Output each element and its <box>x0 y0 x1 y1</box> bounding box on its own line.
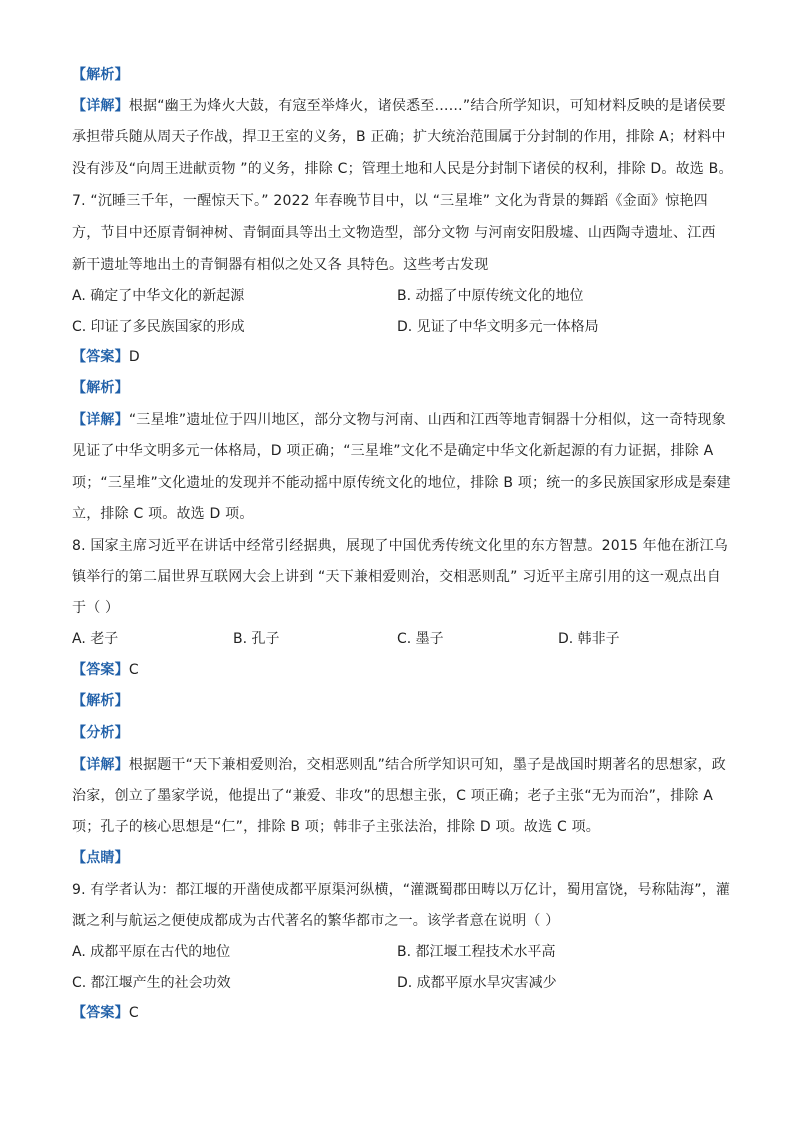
q7-detail-line-4: 立，排除 C 项。故选 D 项。 <box>72 506 254 522</box>
q7-analysis-heading <box>72 379 732 397</box>
answer-value: D <box>128 349 140 365</box>
answer-label: 【答案】 <box>72 349 129 365</box>
q6-detail-line-1 <box>72 97 732 115</box>
q8-option-b: B. 孔子 <box>233 631 280 647</box>
q9-stem-line-1: 9. 有学者认为：都江堰的开凿使成都平原渠河纵横，“灌溉蜀郡田畴以万亿计，蜀用富饶，号称陆海”，灌 <box>72 882 731 898</box>
analysis-label: 【解析】 <box>72 693 129 709</box>
q9-answer <box>72 1004 732 1022</box>
q7-detail-line-2: 见证了中华文明多元一体格局，D 项正确；“三星堆”文化不是确定中华文化新起源的有力证据，排除 A <box>72 443 714 459</box>
q7-answer <box>72 348 732 366</box>
q8-option-c: C. 墨子 <box>397 631 444 647</box>
detail-text: 根据题干“天下兼相爱则治，交相恶则乱”结合所学知识可知，墨子是战国时期著名的思想家，政 <box>128 757 726 773</box>
q8-option-a: A. 老子 <box>72 631 119 647</box>
q7-stem-line-3: 新干遗址等地出土的青铜器有相似之处又各 具特色。这些考古发现 <box>72 257 489 273</box>
q9-stem-line-2: 溉之利与航运之便使成都成为古代著名的繁华都市之一。该学者意在说明（ ） <box>72 913 560 929</box>
q7-detail-line-3: 项；“三星堆”文化遗址的发现并不能动摇中原传统文化的地位，排除 B 项；统一的多民族国家形成是秦建 <box>72 475 731 491</box>
q8-stem-line-3: 于（ ） <box>72 600 120 616</box>
q9-option-b: B. 都江堰工程技术水平高 <box>397 944 556 960</box>
detail-label: 【详解】 <box>72 757 129 773</box>
q6-detail-line-3: 没有涉及“向周王进献贡物 ”的义务，排除 C；管理土地和人民是分封制下诸侯的权利，排除 D。故选 B。 <box>72 161 733 177</box>
answer-label: 【答案】 <box>72 662 129 678</box>
q8-stem-line-2: 镇举行的第二届世界互联网大会上讲到 “天下兼相爱则治，交相恶则乱” 习近平主席引用的这一观点出自 <box>72 569 722 585</box>
q8-detail-line-3: 项；孔子的核心思想是“仁”，排除 B 项；韩非子主张法治，排除 D 项。故选 C 项。 <box>72 819 600 835</box>
q8-analysis-heading <box>72 692 732 710</box>
q7-stem-line-1: 7. “沉睡三千年，一醒惊天下。” 2022 年春晚节目中，以 “三星堆” 文化为背景的舞蹈《金面》惊艳四 <box>72 193 708 209</box>
answer-label: 【答案】 <box>72 1005 129 1021</box>
q6-detail-line-2: 承担带兵随从周天子作战，捍卫王室的义务，B 正确；扩大统治范围属于分封制的作用，排除 A；材料中 <box>72 129 726 145</box>
answer-value: C <box>128 1005 139 1021</box>
q8-dianjing-heading <box>72 849 732 867</box>
answer-value: C <box>128 662 139 678</box>
q8-detail-line-2: 治家，创立了墨家学说，他提出了“兼爱、非攻”的思想主张，C 项正确；老子主张“无为而治”，排除 A <box>72 788 714 804</box>
detail-text: 根据“幽王为烽火大鼓，有寇至举烽火，诸侯悉至……”结合所学知识，可知材料反映的是诸侯要 <box>128 98 726 114</box>
q7-stem-line-2: 方，节目中还原青铜神树、青铜面具等出土文物造型，部分文物 与河南安阳殷墟、山西陶寺遗址、江西 <box>72 225 716 241</box>
q9-option-a: A. 成都平原在古代的地位 <box>72 944 231 960</box>
detail-label: 【详解】 <box>72 412 129 428</box>
q7-detail-line-1 <box>72 411 732 429</box>
q7-option-b: B. 动摇了中原传统文化的地位 <box>397 288 584 304</box>
q8-stem-line-1: 8. 国家主席习近平在讲话中经常引经据典，展现了中国优秀传统文化里的东方智慧。2015 年他在浙江乌 <box>72 538 728 554</box>
q9-option-c: C. 都江堰产生的社会功效 <box>72 975 231 991</box>
q8-detail-line-1 <box>72 756 732 774</box>
dianjing-label: 【点睛】 <box>72 850 129 866</box>
q8-answer <box>72 661 732 679</box>
q8-fenxi-heading <box>72 724 732 742</box>
analysis-label: 【解析】 <box>72 67 129 83</box>
q8-option-d: D. 韩非子 <box>558 631 620 647</box>
q9-option-d: D. 成都平原水旱灾害减少 <box>397 975 557 991</box>
q7-option-a: A. 确定了中华文化的新起源 <box>72 288 245 304</box>
q7-option-c: C. 印证了多民族国家的形成 <box>72 319 245 335</box>
q6-analysis-heading <box>72 66 732 84</box>
q7-option-d: D. 见证了中华文明多元一体格局 <box>397 319 599 335</box>
fenxi-label: 【分析】 <box>72 725 129 741</box>
analysis-label: 【解析】 <box>72 380 129 396</box>
detail-label: 【详解】 <box>72 98 129 114</box>
detail-text: “三星堆”遗址位于四川地区，部分文物与河南、山西和江西等地青铜器十分相似，这一奇特现象 <box>128 412 726 428</box>
